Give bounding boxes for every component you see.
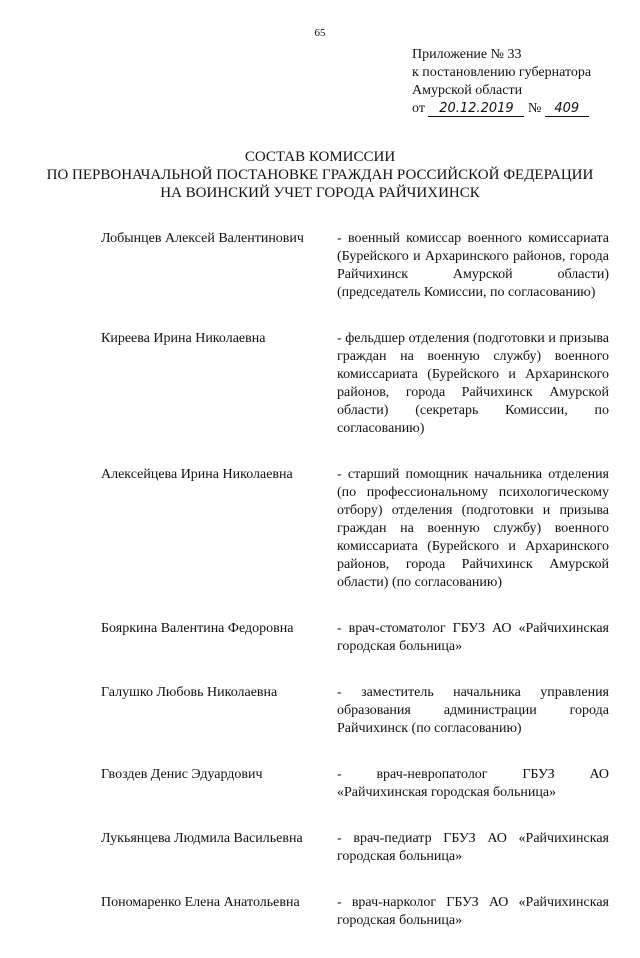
page-number: 65 <box>314 27 326 39</box>
member-row <box>101 894 611 930</box>
member-role: - врач-стоматолог ГБУЗ АО «Райчихинская городская больница» <box>337 621 609 654</box>
title-line-1: СОСТАВ КОМИССИИ <box>244 149 396 165</box>
appendix-date-line <box>412 100 627 118</box>
member-row <box>101 230 611 302</box>
member-name: Бояркина Валентина Федоровна <box>101 621 294 636</box>
appendix-header <box>412 46 627 118</box>
number-prefix: № <box>527 101 542 116</box>
appendix-line-1: Приложение № 33 <box>412 47 522 62</box>
member-name: Алексейцева Ирина Николаевна <box>101 467 293 482</box>
date-prefix: от <box>412 101 425 116</box>
member-role: - заместитель начальника управления образования администрации города Райчихинск (по согласованию) <box>337 685 609 736</box>
member-role: - военный комиссар военного комиссариата (Бурейского и Архаринского районов, города Райчихинск Амурской области) (председатель Комиссии, по согласованию) <box>337 231 609 300</box>
handwritten-number: 409 <box>545 102 589 117</box>
appendix-line-3: Амурской области <box>412 83 523 98</box>
member-role: - старший помощник начальника отделения (по профессиональному психологическому отбору) отделения (подготовки и призыва граждан на военную службу) военного комиссариата (Бурейского и Архаринского районов, города Райчихинск Амурской области) (по согласованию) <box>337 467 609 590</box>
document-title <box>20 148 620 202</box>
member-row <box>101 830 611 866</box>
member-name: Галушко Любовь Николаевна <box>101 685 278 700</box>
member-role: - врач-педиатр ГБУЗ АО «Райчихинская городская больница» <box>337 831 609 864</box>
member-row <box>101 620 611 656</box>
member-name: Гвоздев Денис Эдуардович <box>101 767 263 782</box>
member-row <box>101 466 611 592</box>
member-role: - врач-нарколог ГБУЗ АО «Райчихинская городская больница» <box>337 895 609 928</box>
member-role: - врач-невропатолог ГБУЗ АО «Райчихинская городская больница» <box>337 767 609 800</box>
member-row <box>101 684 611 738</box>
member-name: Лобынцев Алексей Валентинович <box>101 231 304 246</box>
member-name: Киреева Ирина Николаевна <box>101 331 266 346</box>
member-row <box>101 330 611 438</box>
member-row <box>101 766 611 802</box>
title-line-2: ПО ПЕРВОНАЧАЛЬНОЙ ПОСТАНОВКЕ ГРАЖДАН РОССИЙСКОЙ ФЕДЕРАЦИИ <box>46 167 594 183</box>
member-list <box>101 230 611 958</box>
handwritten-date: 20.12.2019 <box>428 102 524 117</box>
title-line-3: НА ВОИНСКИЙ УЧЕТ ГОРОДА РАЙЧИХИНСК <box>160 185 480 201</box>
appendix-line-2: к постановлению губернатора <box>412 65 592 80</box>
member-name: Пономаренко Елена Анатольевна <box>101 895 300 910</box>
member-name: Лукьянцева Людмила Васильевна <box>101 831 303 846</box>
member-role: - фельдшер отделения (подготовки и призыва граждан на военную службу) военного комиссариата (Бурейского и Архаринского районов, города Райчихинск Амурской области) (секретарь Комиссии, по согласованию) <box>337 331 609 436</box>
